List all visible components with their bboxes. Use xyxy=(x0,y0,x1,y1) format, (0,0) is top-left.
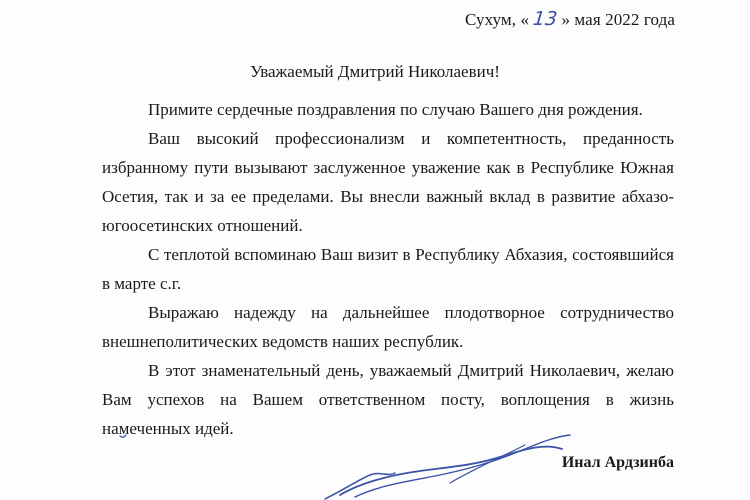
paragraph-visit: С теплотой вспоминаю Ваш визит в Республику Абхазия, состоявшийся в марте с.г. xyxy=(102,245,674,293)
pen-tick-mark-icon xyxy=(117,427,137,441)
date-prefix: Сухум, « xyxy=(464,10,530,29)
letter-body xyxy=(102,95,674,443)
date-line xyxy=(465,8,675,30)
greeting: Уважаемый Дмитрий Николаевич! xyxy=(250,62,500,81)
paragraph-wishes: В этот знаменательный день, уважаемый Дмитрий Николаевич, желаю Вам успехов на Вашем ответственном посту, воплощения в жизнь намеченных идей. xyxy=(102,361,674,438)
paragraph-congratulations: Примите сердечные поздравления по случаю Вашего дня рождения. xyxy=(148,100,643,119)
date-suffix: » мая 2022 года xyxy=(561,10,675,29)
paragraph-cooperation: Выражаю надежду на дальнейшее плодотворное сотрудничество внешнеполитических ведомств наших республик. xyxy=(102,303,674,351)
handwritten-date-day: 13 xyxy=(531,8,559,30)
signer-name: Инал Ардзинба xyxy=(561,454,674,471)
paragraph-professionalism: Ваш высокий профессионализм и компетентность, преданность избранному пути вызывают заслуженное уважение как в Республике Южная Осетия, так и за ее пределами. Вы внесли важный вклад в развитие абхазо-югоосетинских отношений. xyxy=(102,129,674,235)
